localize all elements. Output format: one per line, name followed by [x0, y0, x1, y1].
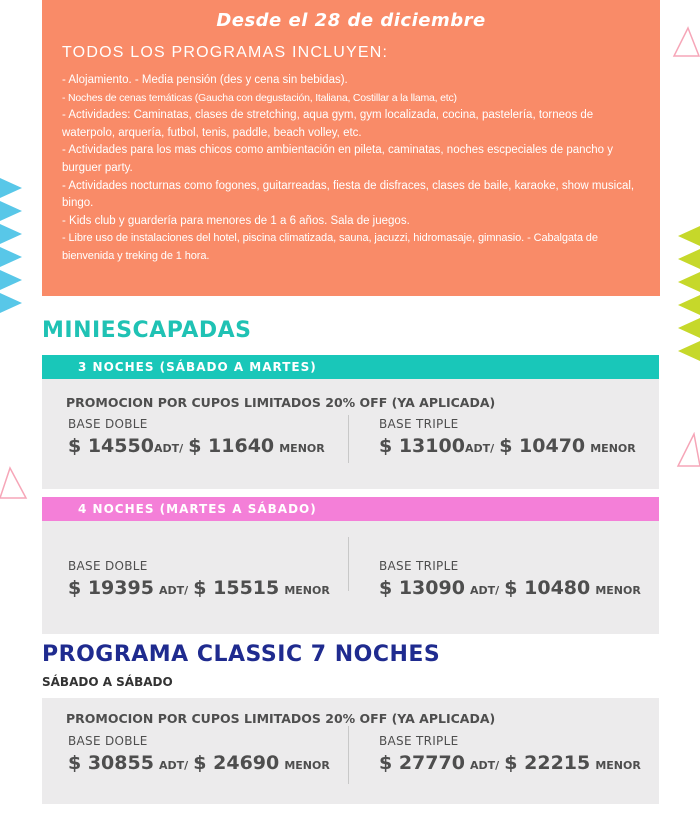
minor-price: $ 11640: [188, 435, 275, 457]
adult-unit: ADT/: [159, 584, 189, 597]
minor-price: $ 22215: [504, 752, 591, 774]
decorative-blue-triangles: [0, 178, 22, 313]
base-doble-column: [68, 559, 330, 599]
adult-unit: ADT/: [464, 442, 495, 455]
promo-discount-text: PROMOCION POR CUPOS LIMITADOS 20% OFF (YA APLICADA): [66, 711, 496, 726]
divider: [348, 415, 349, 463]
list-item: - Libre uso de instalaciones del hotel, piscina climatizada, sauna, jacuzzi, hidromasaje, gimnasio. - Cabalgata de bienvenida y treking de 1 hora.: [62, 232, 598, 262]
includes-panel: [42, 0, 660, 296]
adult-price: $ 13100: [379, 435, 465, 457]
decorative-outline-triangle-left: [0, 466, 28, 500]
base-doble-price: [68, 435, 325, 457]
base-triple-label: BASE TRIPLE: [379, 559, 459, 573]
promo-date-title: Desde el 28 de diciembre: [216, 10, 486, 31]
minor-unit: MENOR: [284, 584, 330, 597]
classic-program-subtitle: SÁBADO A SÁBADO: [42, 675, 173, 689]
adult-unit: ADT/: [153, 442, 184, 455]
minor-price: $ 10480: [504, 577, 591, 599]
base-doble-column: [68, 417, 325, 457]
plan-4-nights-bar: 4 NOCHES (MARTES A SÁBADO): [42, 497, 659, 521]
divider: [348, 537, 349, 591]
base-doble-column: [68, 734, 330, 774]
classic-program-card: [42, 698, 659, 804]
adult-price: $ 19395: [68, 577, 154, 599]
list-item: - Actividades: Caminatas, clases de stretching, aqua gym, gym localizada, cocina, pastelería, torneos de waterpolo, arquería, futbol, tenis, paddle, beach volley, etc.: [62, 109, 594, 139]
base-triple-price: [379, 435, 636, 457]
adult-price: $ 13090: [379, 577, 465, 599]
plan-3-nights-card: [42, 379, 659, 489]
base-doble-label: BASE DOBLE: [68, 417, 148, 431]
base-triple-label: BASE TRIPLE: [379, 417, 459, 431]
minor-unit: MENOR: [590, 442, 636, 455]
adult-price: $ 14550: [68, 435, 154, 457]
includes-list: [62, 72, 642, 266]
plan-3-nights-bar: 3 NOCHES (SÁBADO A MARTES): [42, 355, 659, 379]
minor-unit: MENOR: [595, 584, 641, 597]
miniescapadas-title: MINIESCAPADAS: [42, 318, 252, 343]
base-triple-column: [379, 417, 636, 457]
adult-unit: ADT/: [470, 584, 500, 597]
base-doble-label: BASE DOBLE: [68, 559, 148, 573]
list-item: - Actividades nocturnas como fogones, guitarreadas, fiesta de disfraces, clases de baile, karaoke, show musical, bingo.: [62, 179, 635, 210]
decorative-outline-triangle-mid-right: [676, 432, 700, 468]
base-triple-column: [379, 734, 641, 774]
base-doble-price: [68, 752, 330, 774]
minor-price: $ 10470: [499, 435, 586, 457]
base-triple-label: BASE TRIPLE: [379, 734, 459, 748]
minor-unit: MENOR: [595, 759, 641, 772]
decorative-lime-triangles: [678, 226, 700, 361]
minor-unit: MENOR: [284, 759, 330, 772]
list-item: - Kids club y guardería para menores de 1 a 6 años. Sala de juegos.: [62, 214, 410, 227]
base-doble-label: BASE DOBLE: [68, 734, 148, 748]
adult-unit: ADT/: [159, 759, 189, 772]
base-triple-column: [379, 559, 641, 599]
list-item: - Actividades para los mas chicos como ambientación en pileta, caminatas, noches escpeciales de pancho y burguer party.: [62, 144, 614, 174]
decorative-outline-triangle-top-right: [672, 26, 700, 58]
base-doble-price: [68, 577, 330, 599]
plan-4-nights-card: [42, 521, 659, 634]
list-item: - Alojamiento. - Media pensión (des y cena sin bebidas).: [62, 74, 348, 86]
divider: [348, 726, 349, 784]
adult-price: $ 27770: [379, 752, 465, 774]
minor-unit: MENOR: [279, 442, 325, 455]
includes-heading: TODOS LOS PROGRAMAS INCLUYEN:: [62, 44, 389, 61]
adult-price: $ 30855: [68, 752, 154, 774]
classic-program-title: PROGRAMA CLASSIC 7 NOCHES: [42, 642, 441, 667]
base-triple-price: [379, 752, 641, 774]
promo-discount-text: PROMOCION POR CUPOS LIMITADOS 20% OFF (YA APLICADA): [66, 395, 496, 410]
minor-price: $ 15515: [193, 577, 280, 599]
adult-unit: ADT/: [470, 759, 500, 772]
minor-price: $ 24690: [193, 752, 280, 774]
list-item: - Noches de cenas temáticas (Gaucha con degustación, Italiana, Costillar a la llama, etc): [62, 91, 457, 104]
base-triple-price: [379, 577, 641, 599]
